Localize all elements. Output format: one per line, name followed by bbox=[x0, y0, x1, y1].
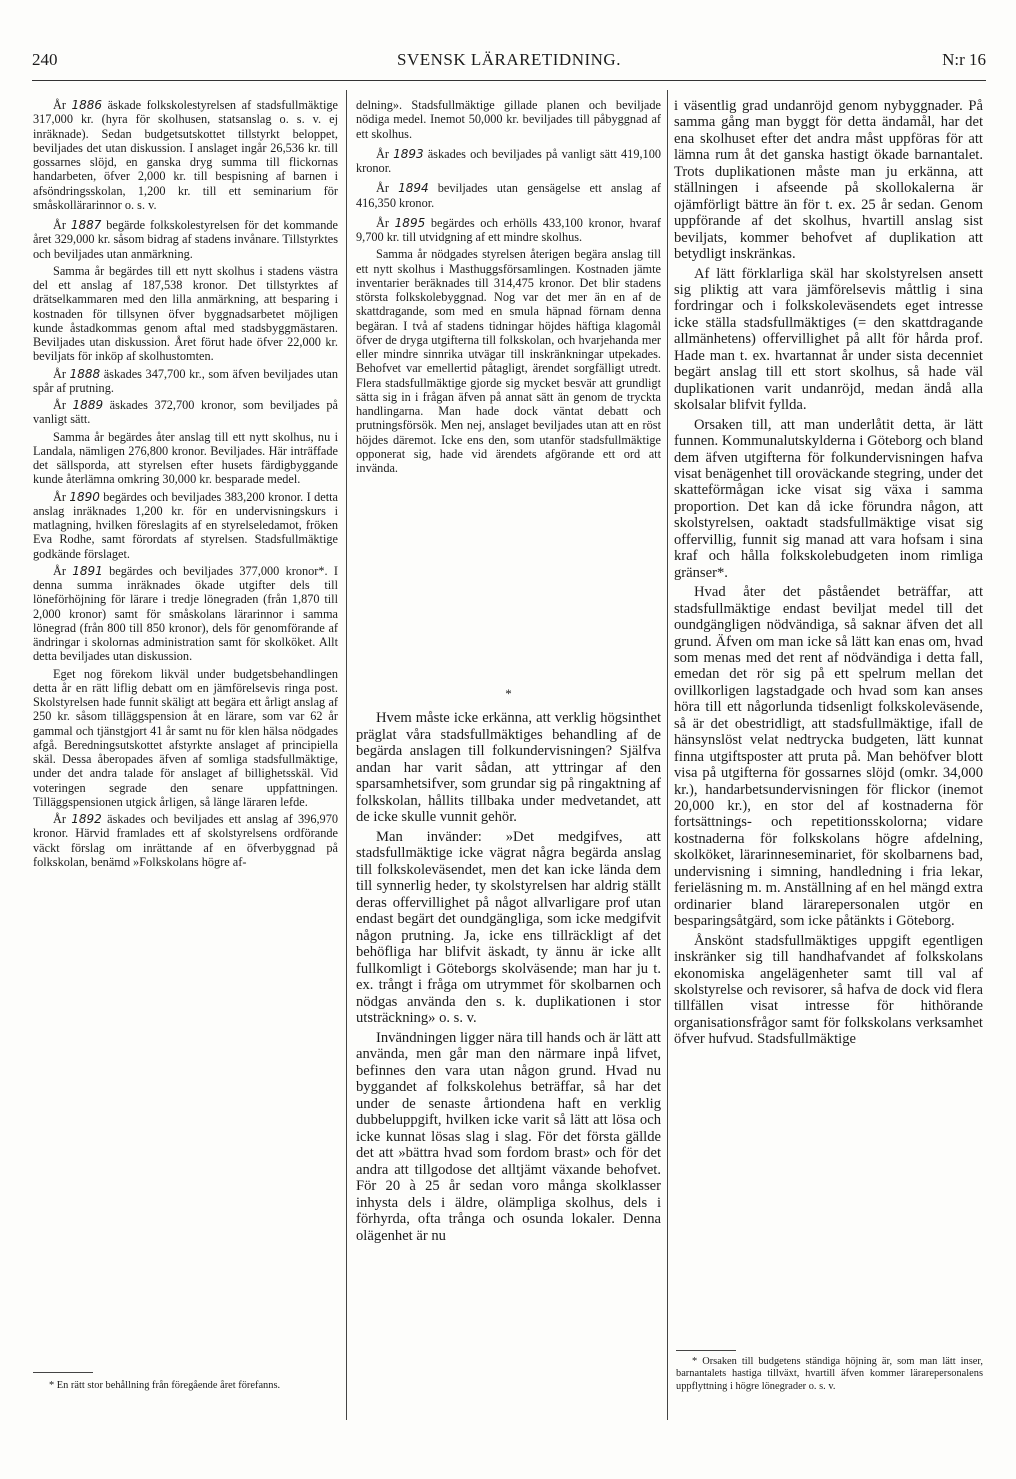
year-label: 1891 bbox=[72, 563, 103, 578]
paragraph-text: Samma år nödgades styrelsen återigen begära anslag till ett nytt skolhus i Masthuggsförsamlingen. Kostnaden jämte inventarier beräknades till 314,475 kronor. Det blir stadens största folkskolebyggnad. Nog var det mer än en af de skattdragande, som med en smula häpnad förnam denna begäran. I två af stadens tidningar höjdes häftiga klagomål öfver de dryga utgifterna till folkskolan, och hvarjehanda mer eller mindre sinnrika utvägar till inskränkningar utpekades. Behofvet var emellertid påtagligt, ärendet sorgfälligt utredt. Flera stadsfullmäktige gjorde sig mycket besvär att grundligt sätta sig in i frågan äfven på annat sätt än genom de tryckta handlingarna. Man hade dock väntat debatt och prutningsförsök. Men nej, anslaget beviljades utan att en röst höjdes däremot. Icke ens den, som utanför stadsfullmäktige opponerat sig, hade vid ärendets afgörande ett ord att invända. bbox=[356, 247, 661, 475]
paragraph-text: Samma år begärdes till ett nytt skolhus i stadens västra del ett anslag af 187,538 kronor. Det tillstyrktes af drätselkammaren med den lilla anmärkning, att besparing i kostnaden för tillsynen öfver byggnadsarbetet möjligen kunde åstadkommas genom aftal med stadsbyggmästaren. Beviljades utan diskussion. Året förut hade öfver 22,000 kr. beviljats för inköp af skolhustomten. bbox=[33, 263, 338, 364]
paragraph-1894: År 1894 beviljades utan gensägelse ett anslag af 416,350 kronor. bbox=[356, 181, 661, 210]
paragraph-1892: År 1892 äskades och beviljades ett anslag af 396,970 kronor. Härvid framlades ett af skolstyrelsens ordförande väckt förslag om inrättande af en öfverbyggnad på folkskolan, benämd »Folkskolans högre af- bbox=[33, 812, 338, 869]
year-label: 1888 bbox=[69, 366, 101, 381]
footnote-rule bbox=[33, 1372, 93, 1373]
footnote-text: * Orsaken till budgetens ständiga höjning är, som man lätt inser, barnantalets hastiga tillväxt, hvartill äfven kommer lärarepersonalens uppflyttning i högre lönegrader o. s. v. bbox=[676, 1356, 983, 1392]
paragraph-text: Hvem måste icke erkänna, att verklig högsinthet präglat våra stadsfullmäktiges behandling af de begärda anslagen till folkundervisningen? Själfva andan har varit sådan, att yttringar af den sparsamhetsifver, som grundar sig på ringaktning af folkskolan, hållits tillbaka under medvetandet, att de icke skulle vunnit gehör. bbox=[356, 710, 661, 825]
paragraph-text: Orsaken till, att man underlåtit detta, är lätt funnen. Kommunalutskylderna i Göteborg och bland dem äfven utgifterna för folkundervisningen hafva visat benägenhet till oroväckande stegring, under det skatteförmågan icke visat sig växa i samma proportion. Det kan då icke förundra någon, att skolstyrelsen, oaktadt stadsfullmäktige visat sig offervillig, funnit sig manad att vara hofsam i sina kraf och hålla folkskolebudgeten inom rimliga gränser*. bbox=[674, 416, 983, 581]
paragraph-text: Invändningen ligger nära till hands och är lätt att använda, men går man den närmare inpå lifvet, befinnes den vara utan någon grund. Hvad nu byggandet af folkskolehus beträffar, så har det under de senaste årtiondena haft en verklig dubbeluppgift, hvilken icke varit så lätt att lösa och icke kunnat lösas slag i slag. För det första gällde det att »bättra hvad som fordom brast» och för det andra att tillgodose det alltjämt växande behofvet. För 20 à 25 år sedan voro många skolklasser inhysta dels i äldre, olämpliga skolhus, dels i förhyrda, ofta trånga och osunda lokaler. Denna olägenhet är nu bbox=[356, 1029, 661, 1244]
column-2 bbox=[356, 98, 661, 708]
paragraph-1889: År 1889 äskades 372,700 kronor, som beviljades på vanligt sätt. bbox=[33, 398, 338, 427]
column-3 bbox=[674, 98, 983, 1343]
year-label: 1894 bbox=[398, 181, 429, 196]
section-separator: * bbox=[505, 686, 512, 701]
paragraph-1895: År 1895 begärdes och erhölls 433,100 kronor, hvaraf 9,700 kr. till utvidgning af ett mindre skolhus. bbox=[356, 215, 661, 244]
running-title: SVENSK LÄRARETIDNING. bbox=[397, 50, 621, 69]
year-label: 1890 bbox=[69, 489, 100, 504]
column-1 bbox=[33, 98, 338, 1398]
paragraph-1886: År 1886 äskade folkskolestyrelsen af stadsfullmäktige 317,000 kr. (hyra för skolhusen, statsanslag o. s. v. ej inräknade). Sedan budgetsutskottet tillstyrkt beloppet, beviljades det utan diskussion. I anslaget ingår 26,536 kr. till gossarnes slöjd, en ganska dryg summa till flickornas handarbeten, öfver 2,000 kr. till bespisning af barnen i afsöndringsskolan, 1,200 kr. till ett seminarium för småskollärarinnor o. s. v. bbox=[33, 98, 338, 212]
paragraph-text: Man invänder: »Det medgifves, att stadsfullmäktige icke vägrat några begärda anslag till folkskoleväsendet, men det kan icke lända dem till synnerlig heder, ty skolstyrelsen har aldrig ställt deras offervillighet på något allvarligare prof utan endast begärt det oundgängliga, som icke medgifvit någon prutning. Ja, icke ens tillräckligt af det behöfliga har blifvit äskadt, ty ännu är icke allt fullkomligt i Göteborgs skolväsende; man har ju t. ex. trångt i fråga om utrymmet för skolbarnen och nödgas använda den s. k. duplikationen i stor utsträckning» o. s. v. bbox=[356, 828, 661, 1026]
paragraph-text: Hvad åter det påståendet beträffar, att stadsfullmäktige endast beviljat medel till det oundgängligen nödvändiga, så saknar äfven det all grund. Äfven om man icke så lätt kan enas om, hvad som menas med det rent af nödvändiga i detta fall, emedan det rör sig på ett spelrum mellan det ovillkorligen lagstadgade och hvad som kan anses höra till ett någorlunda tidsenligt folkskoleväsende, så är det obestridligt, att stadsfullmäktige, ifall de hänsynslöst velat nedtrycka budgeten, lätt kunnat finna utgiftsposter att pruta på. Man behöfver blott visa på utgifterna för gossarnes slöjd (omkr. 34,000 kr.), handarbetsundervisningen för flickor (inemot 20,000 kr.), en stor del af kostnaderna för fortsättnings- och repetitionsskolorna; vidare kostnaderna för folkskolans högre afdelning, skolköket, lärarinneseminariet, för skolbarnens bad, undervisning i simning, handledning i fria lekar, ferieläsning m. m. Anställning af en hel mängd extra ordinarier bland lärarepersonalen utgör en besparingsåtgärd, som icke påtänkts i Göteborg. bbox=[674, 584, 983, 930]
issue-number: N:r 16 bbox=[942, 50, 986, 69]
footnote-rule bbox=[676, 1350, 736, 1351]
paragraph-1888: År 1888 äskades 347,700 kr., som äfven beviljades utan spår af prutning. bbox=[33, 366, 338, 395]
year-label: 1886 bbox=[71, 98, 103, 112]
column-divider-right bbox=[667, 90, 668, 1420]
column-2-editorial bbox=[356, 710, 661, 1422]
paragraph-text: i väsentlig grad undanröjd genom nybyggnader. På samma gång man byggt för detta ändamål, har det ena skolhuset efter det andra måst uppföras för att lämna rum åt det ganska hastigt ökade barnantalet. Trots duplikationen måste man ju erkänna, att ställningen i afseende på skollokalerna är ojämförligt bättre än för t. ex. 25 år sedan. Genom uppförande af det skolhus, hvartill anslag sist beviljats, kommer behofvet af duplikation att betydligt inskränkas. bbox=[674, 98, 983, 263]
header-rule bbox=[32, 80, 986, 81]
paragraph-1890: År 1890 begärdes och beviljades 383,200 kronor. I detta anslag inräknades 1,200 kr. för en undervisningskurs i matlagning, hvilken föreslagits af en styrelseledamot, fröken Eva Rodhe, samt förordats af styrelsen. Stadsfullmäktige godkände förslaget. bbox=[33, 489, 338, 561]
year-label: 1892 bbox=[71, 812, 102, 826]
year-label: 1893 bbox=[393, 146, 424, 161]
column-divider-left bbox=[346, 90, 347, 1420]
paragraph-1893: År 1893 äskades och beviljades på vanligt sätt 419,100 kronor. bbox=[356, 146, 661, 175]
paragraph-text: Eget nog förekom likväl under budgetsbehandlingen detta år en rätt liflig debatt om en jämförelsevis ringa post. Skolstyrelsen hade funnit skäligt att begära ett årligt anslag af 250 kr. såsom tilläggspension åt en lärare, som var 62 år gammal och tjänstgjort 41 år samt nu för klen hälsa nödgades afgå. Beredningsutskottet afstyrkte anslaget af principiella skäl. Dessa åberopades äfven af somliga stadsfullmäktige, under det andra talade för anslaget af billighetsskäl. Vid voteringen segrade den senare uppfattningen. Tilläggspensionen utgick årligen, så länge läraren lefde. bbox=[33, 666, 338, 809]
paragraph-text: Af lätt förklarliga skäl har skolstyrelsen ansett sig pliktig att vara jämförelsevis måttlig i sina fordringar och i folkskoleväsendets eget intresse icke ställa stadsfullmäktiges (= den skattdragande allmänhetens) offervillighet på allt för hårda prof. Hade man t. ex. hvartannat år under sista decenniet begärt anslag till ett stort skolhus, så hade väl duplikationen varit undanröjd, medan ändå alla skolsalar blifvit fyllda. bbox=[674, 265, 983, 414]
year-label: 1887 bbox=[70, 218, 102, 232]
page-header bbox=[32, 42, 986, 82]
year-label: 1889 bbox=[72, 398, 104, 412]
paragraph-1891: År 1891 begärdes och beviljades 377,000 kronor*. I denna summa inräknades ökade utgifter dels till löneförhöjning för lärare i tredje lönegraden (från 1,870 till 2,000 kronor) samt för småskolans lärarinnor i samma lönegrad (från 800 till 850 kronor), dels för genomförande af ändringar i skolornas administration samt för skolköket. Allt detta beviljades utan diskussion. bbox=[33, 563, 338, 664]
paragraph-text: delning». Stadsfullmäktige gillade planen och beviljade nödiga medel. Inemot 50,000 kr. beviljades till påbyggnad af ett skolhus. bbox=[356, 98, 661, 141]
footnote-col1 bbox=[33, 1380, 338, 1424]
footnote-col3 bbox=[676, 1356, 983, 1422]
year-label: 1895 bbox=[394, 215, 426, 230]
paragraph-text: Samma år begärdes åter anslag till ett nytt skolhus, nu i Landala, nämligen 276,800 kronor. Beviljades. Här inträffade det sällsporda, att styrelsen efter husets färdigbyggande kunde återlämna omkring 30,000 kr. besparade medel. bbox=[33, 429, 338, 487]
footnote-text: * En rätt stor behållning från föregående året förefanns. bbox=[49, 1380, 281, 1391]
paragraph-1887: År 1887 begärde folkskolestyrelsen för det kommande året 329,000 kr. såsom bidrag af stadens invånare. Tillstyrktes och beviljades utan anmärkning. bbox=[33, 218, 338, 261]
page-number: 240 bbox=[32, 50, 58, 69]
paragraph-text: Ånskönt stadsfullmäktiges uppgift egentligen inskränker sig till handhafvandet af folkskolans ekonomiska angelägenheter samt till val af skolstyrelse och revisorer, så hafva de dock vid flera tillfällen visat intresse för hithörande organisationsfrågor samt för folkskolans verksamhet öfver hufvud. Stadsfullmäktige bbox=[674, 932, 983, 1048]
